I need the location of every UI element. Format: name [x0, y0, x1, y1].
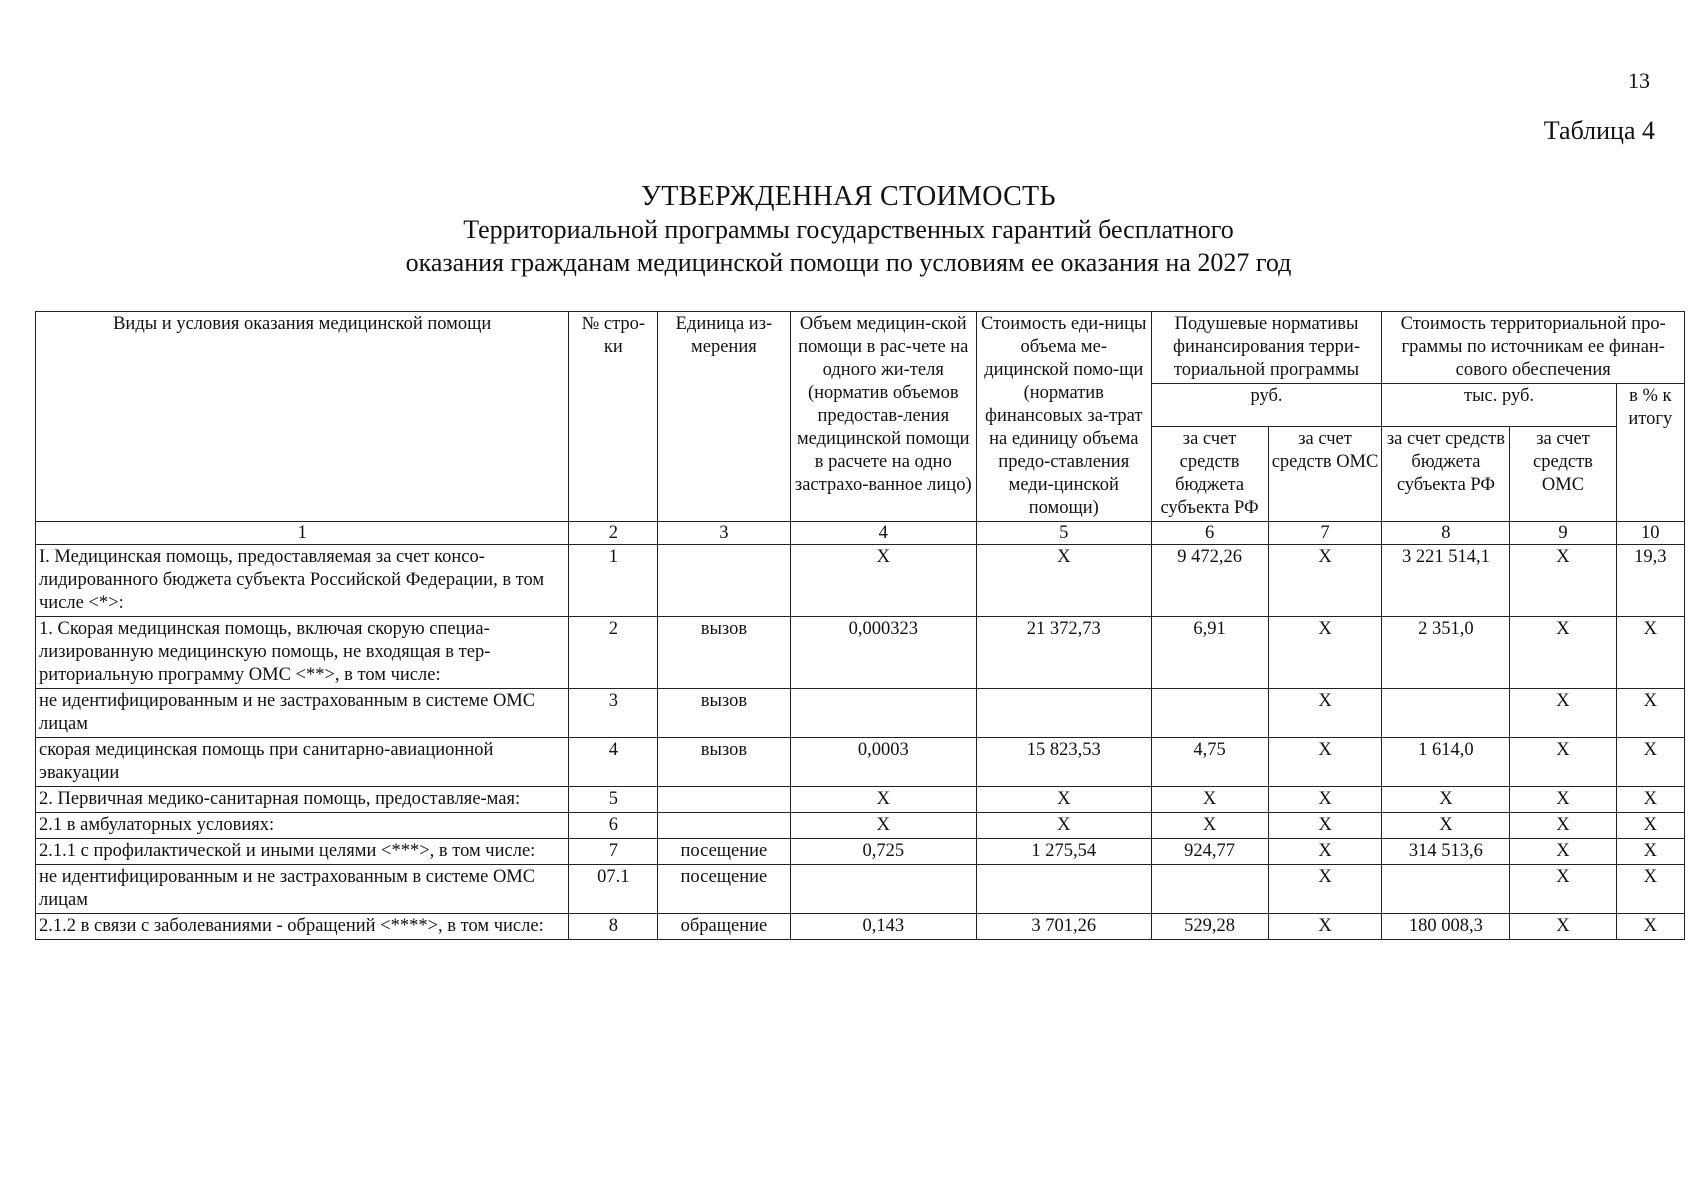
column-number: 6 — [1151, 522, 1268, 545]
row-percent-cell: X — [1616, 617, 1684, 689]
row-percent-cell: X — [1616, 839, 1684, 865]
row-unit-cell: вызов — [658, 689, 790, 738]
header-col-6: за счет средств бюджета субъекта РФ — [1151, 427, 1268, 522]
row-unit-cell: вызов — [658, 617, 790, 689]
header-col-7: за счет средств ОМС — [1268, 427, 1382, 522]
table-label: Таблица 4 — [1543, 116, 1655, 145]
row-unit-cost-cell — [977, 865, 1152, 914]
row-name-cell: I. Медицинская помощь, предоставляемая за счет консо-лидированного бюджета субъекта Российской Федерации, в том числе <*>: — [36, 545, 569, 617]
row-cost-budget-cell: 1 614,0 — [1382, 738, 1510, 787]
row-norm-budget-cell: 924,77 — [1151, 839, 1268, 865]
row-unit-cost-cell: 3 701,26 — [977, 914, 1152, 940]
column-number-row — [36, 522, 1685, 545]
row-line-number-cell: 3 — [569, 689, 658, 738]
row-line-number-cell: 6 — [569, 813, 658, 839]
row-norm-oms-cell: X — [1268, 813, 1382, 839]
row-name-cell: 1. Скорая медицинская помощь, включая скорую специа-лизированную медицинскую помощь, не входящая в тер-риториальную программу ОМС <**>, в том числе: — [36, 617, 569, 689]
row-percent-cell: X — [1616, 787, 1684, 813]
row-cost-oms-cell: X — [1510, 617, 1616, 689]
row-percent-cell: X — [1616, 689, 1684, 738]
row-cost-oms-cell: X — [1510, 689, 1616, 738]
row-volume-cell: X — [790, 787, 976, 813]
header-col-1: Виды и условия оказания медицинской помощи — [36, 312, 569, 522]
row-norm-oms-cell: X — [1268, 787, 1382, 813]
row-unit-cell — [658, 545, 790, 617]
row-norm-budget-cell: 6,91 — [1151, 617, 1268, 689]
header-col-9: за счет средств ОМС — [1510, 427, 1616, 522]
row-cost-budget-cell — [1382, 865, 1510, 914]
row-line-number-cell: 8 — [569, 914, 658, 940]
row-name-cell: 2.1.2 в связи с заболеваниями - обращений <****>, в том числе: — [36, 914, 569, 940]
row-unit-cost-cell: X — [977, 545, 1152, 617]
header-unit-thous: тыс. руб. — [1382, 384, 1616, 427]
column-number: 1 — [36, 522, 569, 545]
row-volume-cell: 0,000323 — [790, 617, 976, 689]
row-norm-oms-cell: X — [1268, 689, 1382, 738]
row-unit-cost-cell: 15 823,53 — [977, 738, 1152, 787]
table-row — [36, 865, 1685, 914]
row-cost-budget-cell — [1382, 689, 1510, 738]
row-line-number-cell: 2 — [569, 617, 658, 689]
document-title: УТВЕРЖДЕННАЯ СТОИМОСТЬ — [641, 181, 1056, 212]
row-unit-cell: посещение — [658, 839, 790, 865]
row-norm-oms-cell: X — [1268, 738, 1382, 787]
row-percent-cell: X — [1616, 914, 1684, 940]
row-unit-cost-cell — [977, 689, 1152, 738]
row-norm-budget-cell: 9 472,26 — [1151, 545, 1268, 617]
table-row — [36, 787, 1685, 813]
row-name-cell: 2.1 в амбулаторных условиях: — [36, 813, 569, 839]
row-line-number-cell: 07.1 — [569, 865, 658, 914]
table-row — [36, 689, 1685, 738]
row-name-cell: не идентифицированным и не застрахованным в системе ОМС лицам — [36, 865, 569, 914]
header-group-cost: Стоимость территориальной про-граммы по источникам ее финан-сового обеспечения — [1382, 312, 1685, 384]
row-cost-budget-cell: 314 513,6 — [1382, 839, 1510, 865]
row-cost-oms-cell: X — [1510, 545, 1616, 617]
column-number: 7 — [1268, 522, 1382, 545]
row-volume-cell — [790, 865, 976, 914]
row-norm-budget-cell: 529,28 — [1151, 914, 1268, 940]
header-col-5: Стоимость еди-ницы объема ме-дицинской помо-щи (норматив финансовых за-трат на единицу объема предо-ставления меди-цинской помощи) — [977, 312, 1152, 522]
row-norm-budget-cell: X — [1151, 813, 1268, 839]
row-cost-budget-cell: 2 351,0 — [1382, 617, 1510, 689]
header-col-10: в % к итогу — [1616, 384, 1684, 522]
row-norm-oms-cell: X — [1268, 545, 1382, 617]
row-norm-oms-cell: X — [1268, 839, 1382, 865]
row-cost-oms-cell: X — [1510, 914, 1616, 940]
table-row — [36, 738, 1685, 787]
header-col-2: № стро-ки — [569, 312, 658, 522]
row-unit-cost-cell: X — [977, 787, 1152, 813]
row-name-cell: 2. Первичная медико-санитарная помощь, предоставляе-мая: — [36, 787, 569, 813]
row-cost-budget-cell: X — [1382, 813, 1510, 839]
row-norm-oms-cell: X — [1268, 617, 1382, 689]
row-name-cell: 2.1.1 с профилактической и иными целями <***>, в том числе: — [36, 839, 569, 865]
row-volume-cell: 0,725 — [790, 839, 976, 865]
table-row — [36, 914, 1685, 940]
row-line-number-cell: 4 — [569, 738, 658, 787]
page-number: 13 — [1628, 68, 1650, 93]
header-unit-rub: руб. — [1151, 384, 1382, 427]
row-unit-cell — [658, 813, 790, 839]
row-norm-oms-cell: X — [1268, 914, 1382, 940]
title-block — [0, 180, 1697, 279]
row-cost-budget-cell: 180 008,3 — [1382, 914, 1510, 940]
header-group-norms: Подушевые нормативы финансирования терри-ториальной программы — [1151, 312, 1382, 384]
row-cost-oms-cell: X — [1510, 865, 1616, 914]
table-row — [36, 839, 1685, 865]
row-norm-budget-cell: 4,75 — [1151, 738, 1268, 787]
row-volume-cell: 0,143 — [790, 914, 976, 940]
row-cost-oms-cell: X — [1510, 738, 1616, 787]
row-norm-budget-cell — [1151, 689, 1268, 738]
document-subtitle-line-2: оказания гражданам медицинской помощи по условиям ее оказания на 2027 год — [405, 248, 1292, 277]
header-col-4: Объем медицин-ской помощи в рас-чете на одного жи-теля (норматив объемов предостав-ления медицинской помощи в расчете на одно застрахо-ванное лицо) — [790, 312, 976, 522]
row-unit-cell — [658, 787, 790, 813]
column-number: 10 — [1616, 522, 1684, 545]
column-number: 9 — [1510, 522, 1616, 545]
header-row-1 — [36, 312, 1685, 384]
table-row — [36, 617, 1685, 689]
row-name-cell: скорая медицинская помощь при санитарно-авиационной эвакуации — [36, 738, 569, 787]
column-number: 4 — [790, 522, 976, 545]
header-col-8: за счет средств бюджета субъекта РФ — [1382, 427, 1510, 522]
row-norm-oms-cell: X — [1268, 865, 1382, 914]
row-percent-cell: X — [1616, 813, 1684, 839]
row-percent-cell: X — [1616, 738, 1684, 787]
column-number: 5 — [977, 522, 1152, 545]
row-line-number-cell: 5 — [569, 787, 658, 813]
row-unit-cell: обращение — [658, 914, 790, 940]
row-cost-budget-cell: 3 221 514,1 — [1382, 545, 1510, 617]
row-unit-cost-cell: X — [977, 813, 1152, 839]
table-row — [36, 813, 1685, 839]
row-unit-cost-cell: 1 275,54 — [977, 839, 1152, 865]
column-number: 8 — [1382, 522, 1510, 545]
row-cost-oms-cell: X — [1510, 839, 1616, 865]
cost-table — [35, 311, 1685, 940]
row-volume-cell: X — [790, 545, 976, 617]
row-name-cell: не идентифицированным и не застрахованным в системе ОМС лицам — [36, 689, 569, 738]
row-volume-cell: 0,0003 — [790, 738, 976, 787]
row-cost-oms-cell: X — [1510, 813, 1616, 839]
row-norm-budget-cell: X — [1151, 787, 1268, 813]
row-percent-cell: 19,3 — [1616, 545, 1684, 617]
row-volume-cell: X — [790, 813, 976, 839]
header-col-3: Единица из-мерения — [658, 312, 790, 522]
row-percent-cell: X — [1616, 865, 1684, 914]
row-line-number-cell: 1 — [569, 545, 658, 617]
row-cost-oms-cell: X — [1510, 787, 1616, 813]
row-norm-budget-cell — [1151, 865, 1268, 914]
row-cost-budget-cell: X — [1382, 787, 1510, 813]
row-unit-cost-cell: 21 372,73 — [977, 617, 1152, 689]
column-number: 2 — [569, 522, 658, 545]
column-number: 3 — [658, 522, 790, 545]
row-unit-cell: вызов — [658, 738, 790, 787]
row-unit-cell: посещение — [658, 865, 790, 914]
table-row — [36, 545, 1685, 617]
row-volume-cell — [790, 689, 976, 738]
document-subtitle-line-1: Территориальной программы государственных гарантий бесплатного — [463, 215, 1234, 244]
row-line-number-cell: 7 — [569, 839, 658, 865]
